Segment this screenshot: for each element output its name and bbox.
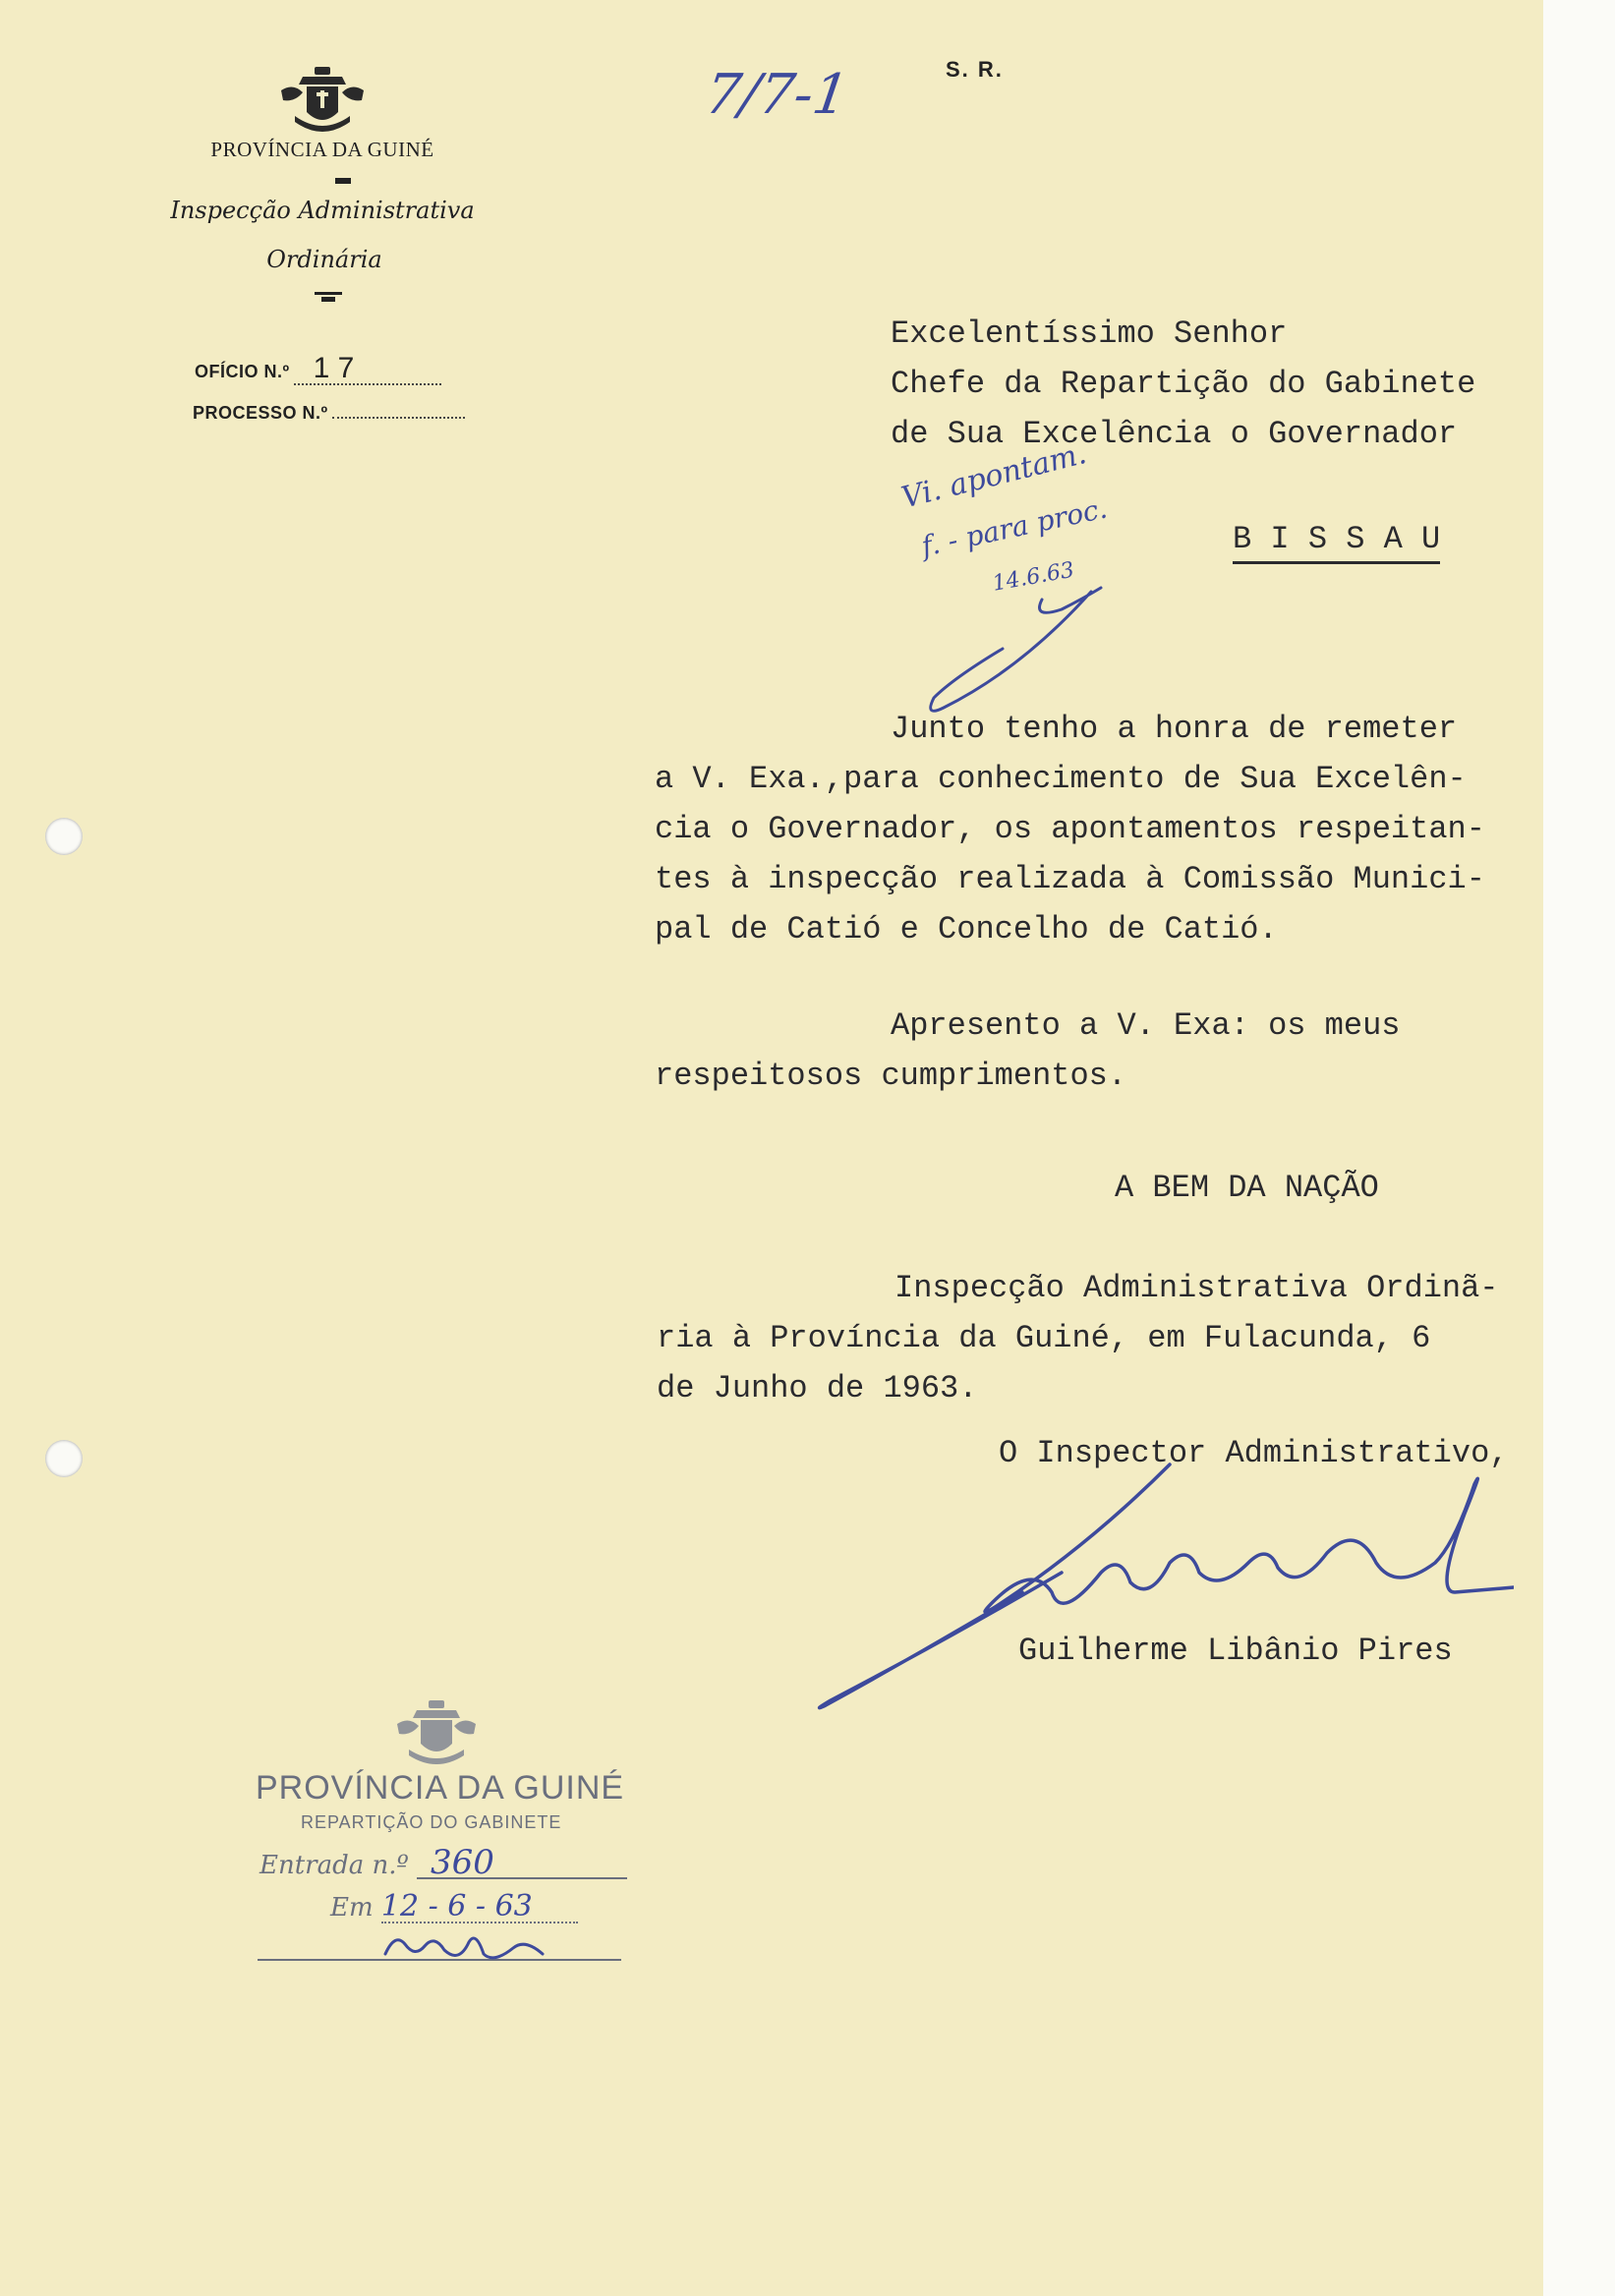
letterhead-divider-3 <box>321 297 335 302</box>
letterhead-department: Inspecção Administrativa <box>170 197 475 224</box>
letterhead-divider <box>335 178 351 184</box>
annotation-line-2: f. - para proc. <box>918 491 1111 563</box>
body-p1-line-5: pal de Catió e Concelho de Catió. <box>655 911 1278 947</box>
signature-stroke <box>806 1455 1514 1730</box>
closing-place-line-1: Inspecção Administrativa Ordinã- <box>894 1270 1499 1306</box>
signatory-name: Guilherme Libânio Pires <box>1018 1633 1453 1669</box>
closing-signoff: O Inspector Administrativo, <box>999 1435 1509 1471</box>
oficio-number: 1 7 <box>294 354 441 385</box>
processo-label: PROCESSO N.º <box>193 403 328 423</box>
punch-hole-bottom <box>45 1440 83 1477</box>
stamp-province: PROVÍNCIA DA GUINÉ <box>256 1769 625 1807</box>
punch-hole-top <box>45 818 83 855</box>
oficio-field <box>195 354 441 385</box>
annotation-line-1: Vi. apontam. <box>897 436 1090 516</box>
oficio-label: OFÍCIO N.º <box>195 362 290 381</box>
processo-field <box>193 399 465 424</box>
letterhead-province: PROVÍNCIA DA GUINÉ <box>210 138 434 161</box>
body-p1-line-4: tes à inspecção realizada à Comissão Munici- <box>655 861 1485 897</box>
closing-motto: A BEM DA NAÇÃO <box>1115 1170 1379 1206</box>
stamp-date-value: 12 - 6 - 63 <box>381 1892 578 1923</box>
closing-place-line-2: ria à Província da Guiné, em Fulacunda, 6 <box>657 1320 1431 1356</box>
addressee-city: B I S S A U <box>1233 518 1440 564</box>
stamp-date-label: Em <box>330 1893 374 1923</box>
stamp-date-field <box>330 1889 578 1923</box>
stamp-emblem <box>391 1698 482 1769</box>
classification-mark: S. R. <box>946 57 1004 82</box>
annotation-date: 14.6.63 <box>990 557 1076 597</box>
body-p1-line-1: Junto tenho a honra de remeter <box>891 711 1458 747</box>
stamp-entry-field <box>260 1843 627 1882</box>
body-p1-line-3: cia o Governador, os apontamentos respeitan- <box>655 811 1485 847</box>
body-p2-line-2: respeitosos cumprimentos. <box>655 1058 1127 1094</box>
body-p2-line-1: Apresento a V. Exa: os meus <box>891 1007 1401 1044</box>
closing-place-line-3: de Junho de 1963. <box>657 1370 978 1406</box>
addressee-line-1: Excelentíssimo Senhor <box>891 316 1288 352</box>
addressee-line-3: de Sua Excelência o Governador <box>891 416 1458 452</box>
letterhead-divider-2 <box>315 292 342 295</box>
coat-of-arms-emblem <box>273 63 372 140</box>
stamp-entry-label: Entrada n.º <box>260 1851 409 1880</box>
handwritten-reference: 7/7-1 <box>701 63 853 127</box>
addressee-line-2: Chefe da Repartição do Gabinete <box>891 366 1476 402</box>
scan-margin <box>1543 0 1615 2296</box>
stamp-office: REPARTIÇÃO DO GABINETE <box>301 1812 562 1832</box>
body-p1-line-2: a V. Exa.,para conhecimento de Sua Excelên- <box>655 761 1467 797</box>
letterhead-department-sub: Ordinária <box>266 246 382 273</box>
stamp-initials-stroke <box>258 1924 621 1974</box>
stamp-entry-number: 360 <box>417 1848 627 1879</box>
processo-number <box>332 399 465 419</box>
